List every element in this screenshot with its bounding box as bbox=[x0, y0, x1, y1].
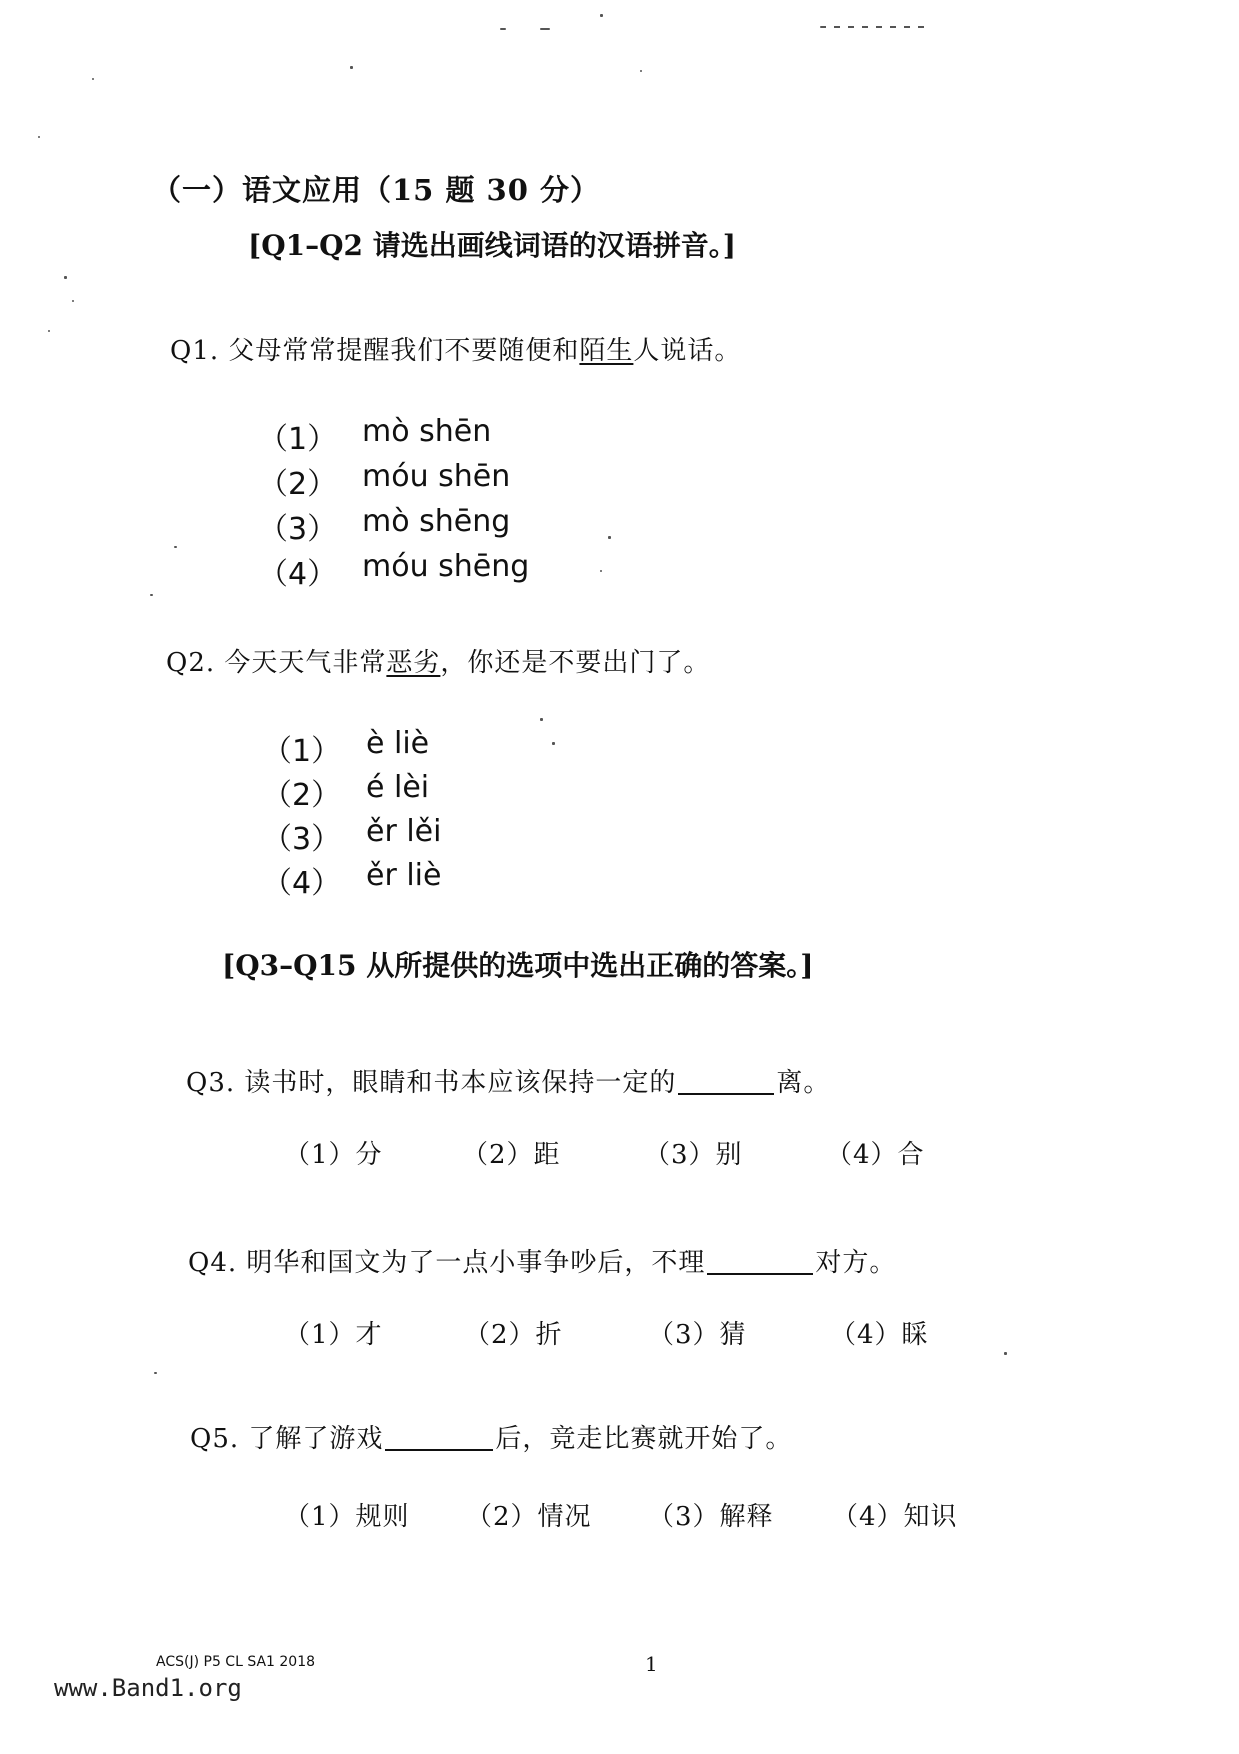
question-3-option-3[interactable]: （3）别 bbox=[644, 1140, 743, 1170]
question-3-option-4[interactable]: （4）合 bbox=[826, 1140, 925, 1170]
page-number: 1 bbox=[645, 1652, 658, 1676]
option-text: mò shēn bbox=[362, 414, 492, 449]
question-5-prefix: Q5. 了解了游戏 bbox=[190, 1424, 384, 1454]
scan-speck bbox=[38, 136, 40, 138]
option-number: （2） bbox=[262, 778, 342, 813]
scan-speck bbox=[174, 546, 177, 548]
scan-speck bbox=[48, 330, 50, 332]
question-5-suffix: 后，竞走比赛就开始了。 bbox=[495, 1424, 793, 1454]
scan-speck bbox=[540, 28, 550, 30]
question-3-prefix: Q3. 读书时，眼睛和书本应该保持一定的 bbox=[186, 1068, 677, 1098]
option-text: ěr lěi bbox=[366, 814, 442, 849]
scan-speck bbox=[608, 536, 611, 539]
option-number: （3） bbox=[258, 512, 338, 547]
question-1-prefix: Q1. 父母常常提醒我们不要随便和 bbox=[170, 336, 580, 366]
question-2-prefix: Q2. 今天天气非常 bbox=[166, 648, 387, 678]
option-text: ěr liè bbox=[366, 858, 442, 893]
instruction-q3-q15: [Q3–Q15 从所提供的选项中选出正确的答案。] bbox=[222, 949, 814, 982]
question-5-option-1[interactable]: （1）规则 bbox=[284, 1502, 410, 1532]
question-2-underlined-word: 恶劣 bbox=[386, 648, 441, 678]
option-text: móu shēn bbox=[362, 459, 511, 494]
question-4-prefix: Q4. 明华和国文为了一点小事争吵后，不理 bbox=[188, 1248, 706, 1278]
scan-speck bbox=[552, 742, 555, 745]
answer-blank bbox=[707, 1273, 813, 1275]
option-text: é lèi bbox=[366, 770, 430, 805]
question-4-option-4[interactable]: （4）睬 bbox=[830, 1320, 929, 1350]
question-4-option-3[interactable]: （3）猜 bbox=[648, 1320, 747, 1350]
scan-speck bbox=[820, 26, 930, 28]
scan-speck bbox=[154, 1372, 157, 1374]
scan-speck bbox=[92, 78, 94, 80]
question-3-suffix: 离。 bbox=[776, 1068, 831, 1098]
question-4 bbox=[188, 1242, 896, 1279]
option-text: mò shēng bbox=[362, 504, 511, 539]
scan-speck bbox=[350, 66, 353, 69]
option-number: （1） bbox=[262, 734, 342, 769]
question-4-option-1[interactable]: （1）才 bbox=[284, 1320, 383, 1350]
option-number: （2） bbox=[258, 467, 338, 502]
scan-speck bbox=[600, 570, 602, 572]
scan-speck bbox=[540, 718, 543, 721]
option-number: （1） bbox=[258, 422, 338, 457]
question-1-suffix: 人说话。 bbox=[633, 336, 742, 366]
question-5-option-4[interactable]: （4）知识 bbox=[832, 1502, 958, 1532]
scan-speck bbox=[600, 14, 603, 17]
scan-speck bbox=[150, 594, 153, 596]
question-4-suffix: 对方。 bbox=[815, 1248, 897, 1278]
option-number: （4） bbox=[262, 866, 342, 901]
section-title: （一）语文应用（15 题 30 分） bbox=[152, 173, 601, 207]
question-3-option-1[interactable]: （1）分 bbox=[284, 1140, 383, 1170]
option-text: móu shēng bbox=[362, 549, 530, 584]
answer-blank bbox=[385, 1449, 493, 1451]
scan-speck bbox=[500, 28, 506, 30]
question-5 bbox=[190, 1418, 792, 1455]
instruction-q1-q2: [Q1–Q2 请选出画线词语的汉语拼音。] bbox=[248, 229, 736, 262]
question-4-option-2[interactable]: （2）折 bbox=[464, 1320, 563, 1350]
question-5-option-2[interactable]: （2）情况 bbox=[466, 1502, 592, 1532]
scan-speck bbox=[72, 300, 74, 302]
question-1-underlined-word: 陌生 bbox=[579, 336, 634, 366]
answer-blank bbox=[678, 1093, 774, 1095]
scan-speck bbox=[64, 276, 67, 279]
question-3-option-2[interactable]: （2）距 bbox=[462, 1140, 561, 1170]
question-5-option-3[interactable]: （3）解释 bbox=[648, 1502, 774, 1532]
option-number: （4） bbox=[258, 557, 338, 592]
question-3 bbox=[186, 1062, 830, 1099]
question-1 bbox=[170, 330, 741, 367]
option-text: è liè bbox=[366, 726, 430, 761]
footer-paper-code: ACS(J) P5 CL SA1 2018 bbox=[156, 1654, 316, 1670]
question-2-suffix: ，你还是不要出门了。 bbox=[440, 648, 711, 678]
option-number: （3） bbox=[262, 822, 342, 857]
question-2 bbox=[166, 642, 710, 679]
scan-speck bbox=[640, 70, 642, 72]
scan-speck bbox=[1004, 1352, 1007, 1355]
footer-website-link[interactable]: www.Band1.org bbox=[54, 1674, 242, 1702]
